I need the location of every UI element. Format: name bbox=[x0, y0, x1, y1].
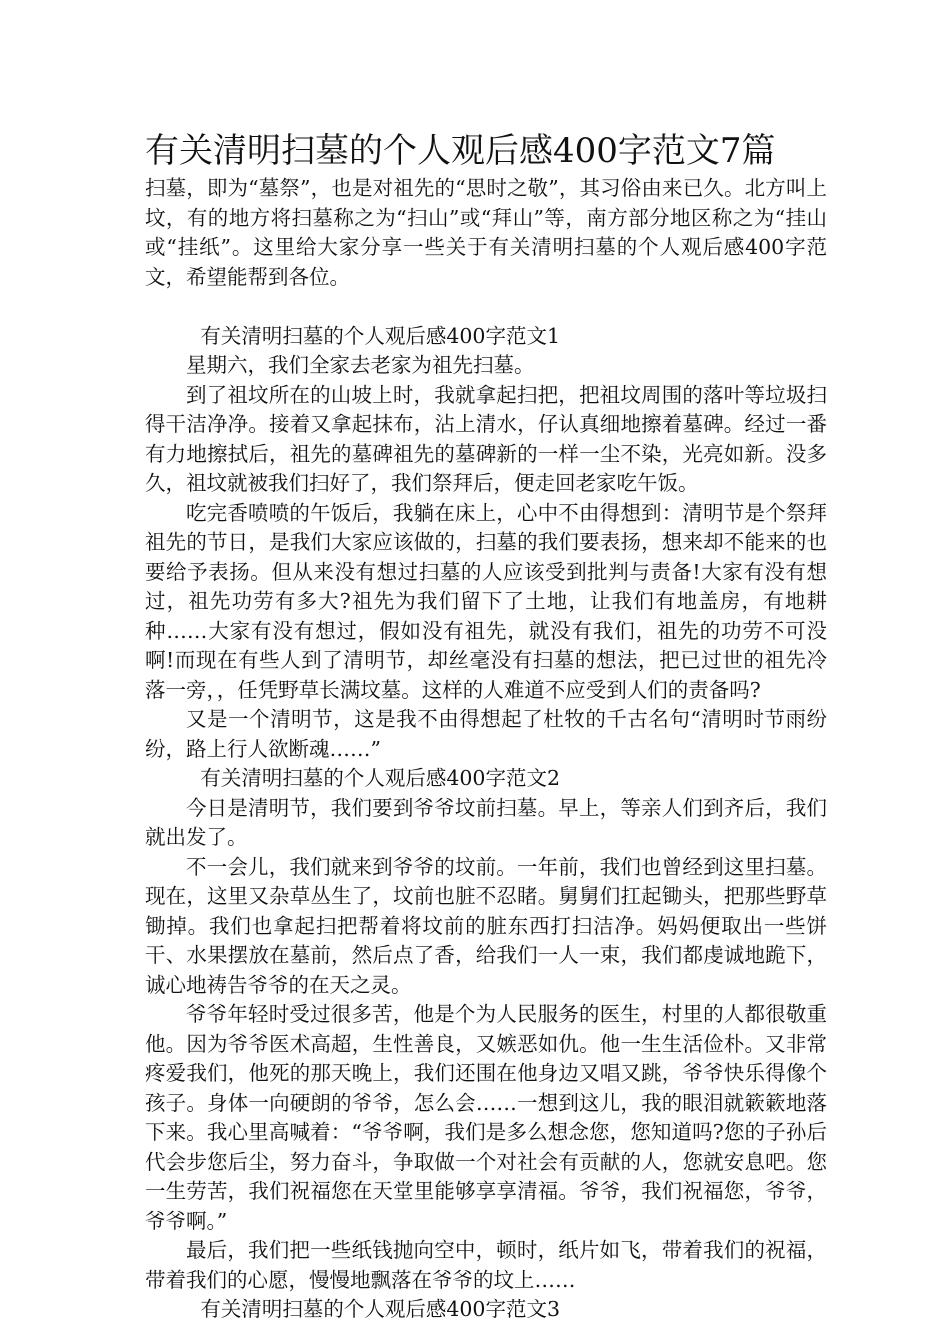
section-heading-2: 有关清明扫墓的个人观后感400字范文2 bbox=[200, 766, 561, 790]
intro-paragraph: 扫墓，即为“墓祭”，也是对祖先的“思时之敬”，其习俗由来已久。北方叫上坟，有的地方将扫墓称之为“扫山”或“拜山”等，南方部分地区称之为“挂山或“挂纸”。这里给大家分享一些关于有关清明扫墓的个人观后感400字范文，希望能帮到各位。 bbox=[145, 176, 827, 289]
document-page bbox=[145, 128, 827, 1325]
section-heading-3: 有关清明扫墓的个人观后感400字范文3 bbox=[200, 1297, 561, 1321]
section-2-paragraph-2: 不一会儿，我们就来到爷爷的坟前。一年前，我们也曾经到这里扫墓。现在，这里又杂草丛生了，坟前也脏不忍睹。舅舅们扛起锄头，把那些野草锄掉。我们也拿起扫把帮着将坟前的脏东西打扫洁净。妈妈便取出一些饼干、水果摆放在墓前，然后点了香，给我们一人一束，我们都虔诚地跪下，诚心地祷告爷爷的在天之灵。 bbox=[145, 854, 827, 997]
section-1-paragraph-4: 又是一个清明节，这是我不由得想起了杜牧的千古名句“清明时节雨纷纷，路上行人欲断魂……” bbox=[145, 707, 827, 761]
section-2-paragraph-1: 今日是清明节，我们要到爷爷坟前扫墓。早上，等亲人们到齐后，我们就出发了。 bbox=[145, 795, 827, 849]
section-1-paragraph-3: 吃完香喷喷的午饭后，我躺在床上，心中不由得想到：清明节是个祭拜祖先的节日，是我们大家应该做的，扫墓的我们要表扬，想来却不能来的也要给予表扬。但从来没有想过扫墓的人应该受到批判与责备!大家有没有想过，祖先功劳有多大?祖先为我们留下了土地，让我们有地盖房，有地耕种……大家有没有想过，假如没有祖先，就没有我们，祖先的功劳不可没啊!而现在有些人到了清明节，却丝毫没有扫墓的想法，把已过世的祖先冷落一旁，，任凭野草长满坟墓。这样的人难道不应受到人们的责备吗? bbox=[145, 500, 827, 702]
section-1-paragraph-1: 星期六，我们全家去老家为祖先扫墓。 bbox=[186, 353, 535, 377]
section-2-paragraph-3: 爷爷年轻时受过很多苦，他是个为人民服务的医生，村里的人都很敬重他。因为爷爷医术高超，生性善良，又嫉恶如仇。他一生生活俭朴。又非常疼爱我们，他死的那天晚上，我们还围在他身边又唱又跳，爷爷快乐得像个孩子。身体一向硬朗的爷爷，怎么会……一想到这儿，我的眼泪就簌簌地落下来。我心里高喊着：“爷爷啊，我们是多么想念您，您知道吗?您的子孙后代会步您后尘，努力奋斗，争取做一个对社会有贡献的人，您就安息吧。您一生劳苦，我们祝福您在天堂里能够享享清福。爷爷，我们祝福您，爷爷，爷爷啊。” bbox=[145, 1002, 827, 1233]
section-2-paragraph-4: 最后，我们把一些纸钱抛向空中，顿时，纸片如飞，带着我们的祝福，带着我们的心愿，慢慢地飘落在爷爷的坟上…… bbox=[145, 1238, 827, 1292]
section-1-paragraph-2: 到了祖坟所在的山坡上时，我就拿起扫把，把祖坟周围的落叶等垃圾扫得干洁净净。接着又拿起抹布，沾上清水，仔认真细地擦着墓碑。经过一番有力地擦拭后，祖先的墓碑祖先的墓碑新的一样一尘不染，光亮如新。没多久，祖坟就被我们扫好了，我们祭拜后，便走回老家吃午饭。 bbox=[145, 382, 827, 495]
section-heading-1: 有关清明扫墓的个人观后感400字范文1 bbox=[200, 323, 561, 348]
document-title: 有关清明扫墓的个人观后感400字范文7篇 bbox=[145, 131, 776, 171]
